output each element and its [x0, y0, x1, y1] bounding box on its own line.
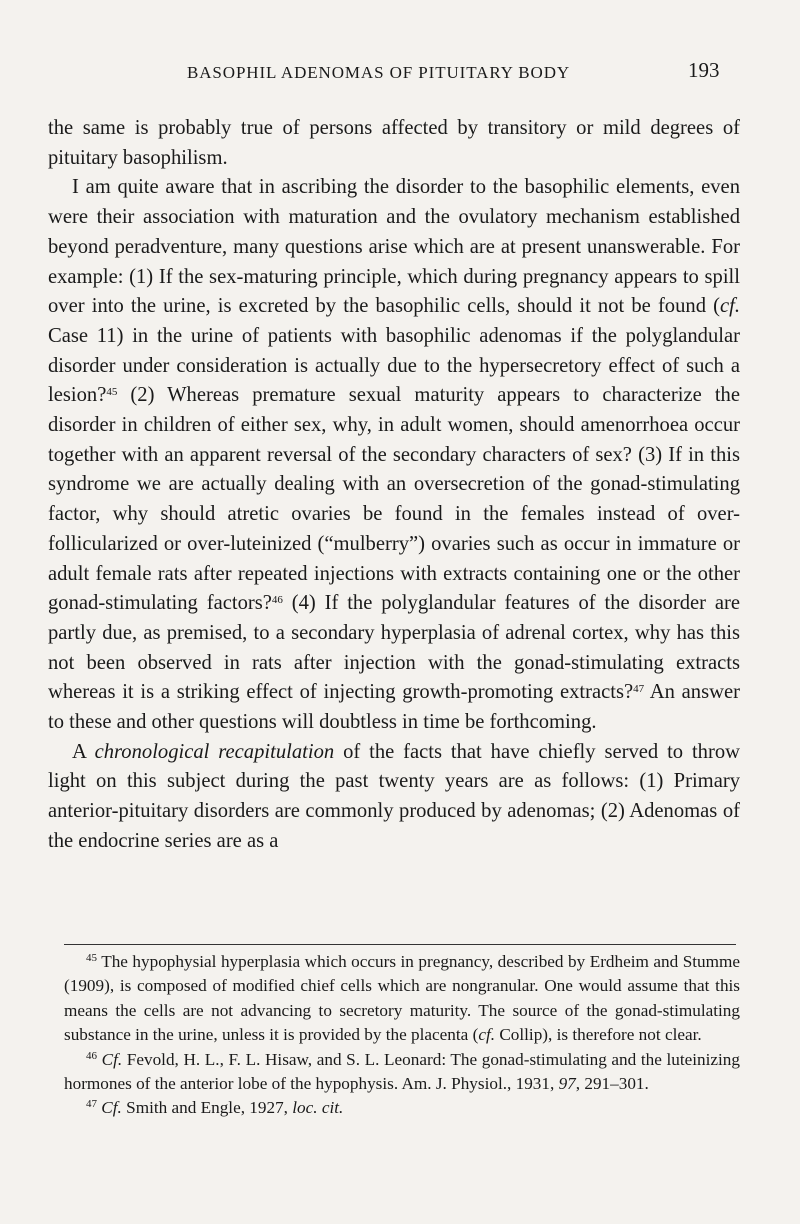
footnote-46 — [64, 1048, 740, 1097]
text-run: (2) Whereas premature sexual maturity appears to characterize the disorder in children of either sex, why, in adult women, should amenorrhoea occur together with an apparent reversal of the secondary characters of sex? (3) If in this syndrome we are actually dealing with an oversecretion of the gonad-stimulating factor, why should atretic ovaries be found in the females instead of over-follicularized or over-luteinized (“mulberry”) ovaries such as occur in immature or adult female rats after repeated injections with extracts containing one or the other gonad-stimulating factors? — [48, 384, 740, 615]
text-run: Case 11) in the urine of patients with basophilic adenomas if the polyglandular disorder under consideration is actually due to the hypersecretory effect of such a lesion? — [48, 324, 740, 407]
text-run: Fevold, H. L., F. L. Hisaw, and S. L. Leonard: The gonad-stimulating and the luteinizing hormones of the anterior lobe of the hypophysis. Am. J. Physiol., 1931, — [64, 1049, 740, 1094]
footnotes — [64, 950, 740, 1121]
body-text — [48, 114, 740, 857]
cf-abbrev: cf. — [719, 295, 740, 318]
volume-number: 97 — [558, 1074, 576, 1094]
cf-abbrev: cf. — [478, 1025, 496, 1045]
text-run: of the facts that have chiefly served to throw light on this subject during the past twenty years are as follows: (1) Primary anterior-pituitary disorders are commonly produced by adenomas; (2) Adenomas of the endocrine series are as a — [48, 740, 741, 852]
text-run: A — [72, 740, 95, 763]
footnote-divider — [64, 944, 736, 945]
page-number: 193 — [688, 58, 720, 82]
cf-abbrev: Cf. — [101, 1098, 122, 1118]
footnote-45 — [64, 950, 740, 1048]
footnote-ref-45[interactable]: 45 — [106, 386, 118, 399]
paragraph-1: the same is probably true of persons affected by transitory or mild degrees of pituitary basophilism. — [48, 117, 740, 169]
emphasis: chronological recapitulation — [94, 740, 335, 763]
paragraph-3 — [48, 738, 740, 857]
cf-abbrev: Cf. — [101, 1049, 123, 1069]
text-run: I am quite aware that in ascribing the disorder to the basophilic elements, even were their association with maturation and the ovulatory mechanism established beyond peradventure, many questions arise which are at present unanswerable. For example: (1) If the sex-maturing principle, which during pregnancy appears to spill over into the urine, is excreted by the basophilic cells, should it not be found ( — [48, 176, 740, 318]
footnote-ref-46[interactable]: 46 — [271, 594, 283, 607]
text-run: The hypophysial hyperplasia which occurs in pregnancy, described by Erdheim and Stumme (1909), is composed of modified chief cells which are nongranular. One would assume that this means the cells are not advancing to secretory maturity. The source of the gonad-stimulating substance in the urine, unless it is provided by the placenta ( — [64, 952, 740, 1045]
text-run: , 291–301. — [575, 1074, 649, 1094]
running-head: BASOPHIL ADENOMAS OF PITUITARY BODY — [187, 63, 571, 82]
footnote-number: 47 — [86, 1098, 97, 1111]
footnote-number: 45 — [86, 952, 97, 964]
text-run: Collip), is therefore not clear. — [495, 1025, 702, 1045]
footnote-number: 46 — [86, 1049, 97, 1062]
footnote-ref-47[interactable]: 47 — [633, 683, 645, 696]
text-run: An answer to these and other questions will doubtless in time be forthcoming. — [48, 681, 740, 734]
text-run: Smith and Engle, 1927, — [121, 1098, 293, 1118]
paragraph-2 — [48, 173, 740, 737]
footnote-47 — [64, 1096, 740, 1120]
loc-cit: loc. cit. — [292, 1098, 344, 1118]
text-run: (4) If the polyglandular features of the disorder are partly due, as premised, to a secondary hyperplasia of adrenal cortex, why has this not been observed in rats after injection with the gonad-stimulating extracts whereas it is a striking effect of injecting growth-promoting extracts? — [48, 592, 740, 704]
